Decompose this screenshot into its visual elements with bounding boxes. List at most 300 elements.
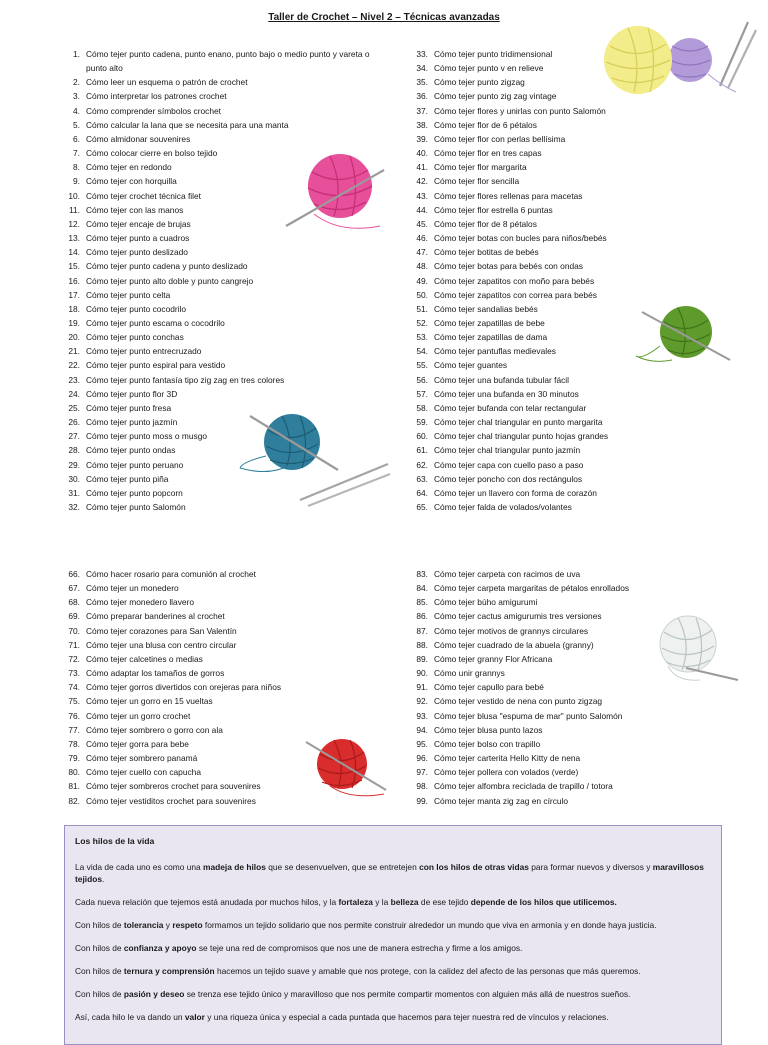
list-item bbox=[410, 344, 608, 358]
technique-list-83-99 bbox=[410, 567, 629, 808]
list-item-text: Cómo tejer punto fresa bbox=[86, 402, 172, 413]
list-item bbox=[410, 132, 608, 146]
text-run: que se desenvuelven, que se entretejen bbox=[265, 862, 420, 872]
list-item-number: 5. bbox=[73, 119, 80, 130]
list-item bbox=[410, 415, 608, 429]
list-item-text: Cómo tejer punto escama o cocodrilo bbox=[86, 317, 225, 328]
list-item-text: Cómo tejer punto tridimensional bbox=[434, 49, 553, 59]
list-item-number: 22. bbox=[68, 360, 80, 371]
list-item-number: 80. bbox=[68, 767, 80, 778]
list-item-number: 88. bbox=[416, 639, 428, 650]
list-item-number: 38. bbox=[416, 119, 428, 130]
list-item bbox=[62, 567, 281, 581]
bold-text-run: fortaleza bbox=[338, 897, 373, 907]
list-item-text: Cómo tejer carpeta con racimos de uva bbox=[434, 569, 581, 579]
list-item bbox=[410, 765, 629, 779]
list-item-number: 89. bbox=[416, 653, 428, 664]
list-item-text: Cómo tejer cactus amigurumis tres versiones bbox=[434, 611, 602, 622]
text-run: Con hilos de bbox=[75, 943, 124, 953]
life-threads-box bbox=[64, 825, 722, 1045]
list-item-number: 62. bbox=[416, 459, 428, 470]
list-item-number: 60. bbox=[416, 431, 428, 442]
list-item bbox=[62, 89, 376, 103]
list-item-text: Cómo tejer punto espiral para vestido bbox=[86, 360, 226, 371]
list-item-number: 77. bbox=[68, 724, 80, 735]
list-item-number: 76. bbox=[68, 710, 80, 721]
list-item bbox=[410, 373, 608, 387]
list-item bbox=[410, 638, 629, 652]
list-item-number: 55. bbox=[416, 360, 428, 371]
list-item-text: Cómo tejer punto piña bbox=[86, 473, 169, 484]
list-item-number: 31. bbox=[68, 487, 80, 498]
list-item bbox=[62, 47, 376, 75]
list-item-number: 63. bbox=[416, 473, 428, 484]
text-run: y la bbox=[372, 897, 391, 907]
list-item-text: Cómo tejer punto conchas bbox=[86, 332, 184, 343]
list-item bbox=[410, 203, 608, 217]
list-item-text: Cómo tejer punto cocodrilo bbox=[86, 303, 187, 314]
list-item-number: 65. bbox=[416, 502, 428, 512]
bold-text-run: respeto bbox=[172, 920, 203, 930]
list-item bbox=[410, 694, 629, 708]
list-item-text: Cómo tejer bolso con trapillo bbox=[434, 738, 541, 749]
yellow-yarn-ball bbox=[604, 26, 672, 94]
list-item-number: 92. bbox=[416, 696, 428, 707]
list-item-text: Cómo tejer carpeta margaritas de pétalos enrollados bbox=[434, 583, 630, 594]
list-item-text: Cómo tejer calcetines o medias bbox=[86, 653, 203, 664]
list-item-text: Cómo tejer encaje de brujas bbox=[86, 218, 191, 229]
list-item-text: Cómo unir grannys bbox=[434, 668, 505, 679]
list-item-number: 50. bbox=[416, 289, 428, 300]
list-item-number: 61. bbox=[416, 445, 428, 456]
bold-text-run: ternura y comprensión bbox=[123, 966, 215, 976]
list-item-text: Cómo tejer flor margarita bbox=[434, 162, 527, 173]
white-yarn-icon bbox=[646, 610, 742, 686]
list-item-text: Cómo tejer blusa "espuma de mar" punto Salomón bbox=[434, 710, 623, 721]
list-item-text: Cómo tejer flor sencilla bbox=[434, 176, 520, 187]
list-item bbox=[410, 472, 608, 486]
list-item-text: Cómo calcular la lana que se necesita para una manta bbox=[86, 119, 289, 130]
list-item-number: 54. bbox=[416, 346, 428, 357]
list-item-number: 40. bbox=[416, 148, 428, 159]
bold-text-run: madeja de hilos bbox=[203, 862, 266, 872]
list-item-text: Cómo tejer cuello con capucha bbox=[86, 767, 201, 778]
list-item-text: Cómo tejer flor de 6 pétalos bbox=[434, 119, 537, 130]
list-item-text: Cómo tejer una blusa con centro circular bbox=[86, 639, 237, 650]
text-run: para formar nuevos y diversos y bbox=[528, 862, 653, 872]
list-item-number: 97. bbox=[416, 767, 428, 778]
list-item-text: Cómo tejer punto Salomón bbox=[86, 502, 186, 512]
list-item-number: 14. bbox=[68, 247, 80, 258]
list-item-number: 42. bbox=[416, 176, 428, 187]
box-paragraph-5 bbox=[75, 965, 711, 977]
text-run: Con hilos de bbox=[75, 966, 124, 976]
list-item-text: Cómo tejer flores rellenas para macetas bbox=[434, 190, 583, 201]
list-item-text: Cómo tejer chal triangular punto jazmín bbox=[434, 445, 581, 456]
list-item-number: 67. bbox=[68, 583, 80, 594]
text-run: se trenza ese tejido único y maravilloso que nos permite compartir momentos con alguien más allá de nuestros sueños. bbox=[184, 989, 631, 999]
list-item-text: Cómo tejer punto zig zag vintage bbox=[434, 91, 557, 102]
list-item-text: Cómo tejer crochet técnica filet bbox=[86, 190, 201, 201]
list-item-text: Cómo tejer manta zig zag en círculo bbox=[434, 795, 569, 806]
list-item-number: 94. bbox=[416, 724, 428, 735]
list-item-number: 82. bbox=[68, 795, 80, 806]
list-item-number: 34. bbox=[416, 63, 428, 74]
list-item-text: Cómo tejer punto a cuadros bbox=[86, 233, 190, 244]
list-item-number: 41. bbox=[416, 162, 428, 173]
list-item-number: 49. bbox=[416, 275, 428, 286]
list-item-text: Cómo tejer sandalias bebés bbox=[434, 303, 538, 314]
list-item bbox=[62, 274, 376, 288]
green-yarn-icon bbox=[632, 302, 734, 366]
list-item bbox=[410, 174, 608, 188]
list-item-text: Cómo tejer en redondo bbox=[86, 162, 172, 173]
text-run: hacemos un tejido suave y amable que nos protege, con la calidez del afecto de las personas que más queremos. bbox=[214, 966, 641, 976]
list-item-text: Cómo tejer un gorro en 15 vueltas bbox=[86, 696, 213, 707]
list-item bbox=[62, 330, 376, 344]
list-item-text: Cómo tejer pollera con volados (verde) bbox=[434, 767, 579, 778]
list-item-text: Cómo leer un esquema o patrón de crochet bbox=[86, 77, 248, 88]
list-item-text: Cómo tejer falda de volados/volantes bbox=[434, 502, 572, 512]
list-item-number: 53. bbox=[416, 332, 428, 343]
list-item-number: 78. bbox=[68, 738, 80, 749]
list-item-number: 98. bbox=[416, 781, 428, 792]
list-item-number: 3. bbox=[73, 91, 80, 102]
list-item-number: 46. bbox=[416, 233, 428, 244]
list-item-text: Cómo tejer vestido de nena con punto zigzag bbox=[434, 696, 603, 707]
list-item-text: Cómo tejer zapatillas de bebe bbox=[434, 317, 545, 328]
list-item bbox=[62, 624, 281, 638]
list-item bbox=[410, 104, 608, 118]
list-item-text: Cómo tejer punto zigzag bbox=[434, 77, 525, 88]
list-item bbox=[62, 302, 376, 316]
list-item bbox=[410, 609, 629, 623]
list-item bbox=[410, 751, 629, 765]
box-paragraph-2 bbox=[75, 896, 711, 908]
bold-text-run: maravillosos tejidos bbox=[75, 862, 704, 884]
list-item-number: 83. bbox=[416, 569, 428, 579]
list-item-text: Cómo tejer botas con bucles para niños/bebés bbox=[434, 233, 607, 244]
list-item-text: Cómo tejer poncho con dos rectángulos bbox=[434, 473, 583, 484]
list-item-number: 44. bbox=[416, 204, 428, 215]
list-item-text: Cómo tejer un monedero bbox=[86, 583, 179, 594]
list-item-text: Cómo tejer zapatitos con correa para bebés bbox=[434, 289, 597, 300]
list-item-number: 28. bbox=[68, 445, 80, 456]
list-item-number: 57. bbox=[416, 388, 428, 399]
list-item-text: Cómo tejer monedero llavero bbox=[86, 597, 194, 608]
list-item-number: 58. bbox=[416, 402, 428, 413]
list-item bbox=[410, 316, 608, 330]
list-item-text: Cómo tejer vestiditos crochet para souvenires bbox=[86, 795, 256, 806]
list-item-text: Cómo preparar banderines al crochet bbox=[86, 611, 225, 622]
list-item-text: Cómo tejer flor de 8 pétalos bbox=[434, 218, 537, 229]
list-item-text: Cómo tejer capa con cuello paso a paso bbox=[434, 459, 584, 470]
list-item-number: 33. bbox=[416, 49, 428, 59]
list-item bbox=[410, 486, 608, 500]
list-item-text: Cómo tejer alfombra reciclada de trapillo / totora bbox=[434, 781, 613, 792]
list-item bbox=[62, 694, 281, 708]
list-item-number: 90. bbox=[416, 668, 428, 679]
list-item bbox=[410, 358, 608, 372]
list-item bbox=[410, 500, 608, 514]
list-item bbox=[410, 779, 629, 793]
list-item-number: 36. bbox=[416, 91, 428, 102]
list-item bbox=[410, 75, 608, 89]
box-paragraph-7 bbox=[75, 1011, 711, 1023]
list-item-number: 13. bbox=[68, 233, 80, 244]
list-item-number: 68. bbox=[68, 597, 80, 608]
list-item bbox=[410, 259, 608, 273]
list-item bbox=[62, 373, 376, 387]
list-item-text: Cómo tejer búho amigurumi bbox=[434, 597, 538, 608]
list-item-text: Cómo tejer punto entrecruzado bbox=[86, 346, 202, 357]
list-item bbox=[410, 47, 608, 61]
list-item bbox=[62, 132, 376, 146]
list-item-text: Cómo tejer zapatitos con moño para bebés bbox=[434, 275, 595, 286]
list-item-text: Cómo colocar cierre en bolso tejido bbox=[86, 148, 218, 159]
list-item-text: Cómo interpretar los patrones crochet bbox=[86, 91, 227, 102]
list-item-number: 99. bbox=[416, 795, 428, 806]
list-item-text: Cómo tejer punto v en relieve bbox=[434, 63, 544, 74]
green-yarn-ball bbox=[660, 306, 712, 358]
list-item-text: Cómo tejer punto cadena, punto enano, punto bajo o medio punto y vareta o punto alto bbox=[86, 49, 370, 74]
list-item-number: 66. bbox=[68, 569, 80, 579]
list-item bbox=[410, 231, 608, 245]
list-item-number: 85. bbox=[416, 597, 428, 608]
list-item bbox=[62, 344, 376, 358]
list-item-number: 1. bbox=[73, 49, 80, 59]
list-item-number: 4. bbox=[73, 105, 80, 116]
list-item-text: Cómo tejer con horquilla bbox=[86, 176, 177, 187]
list-item bbox=[62, 595, 281, 609]
list-item-number: 84. bbox=[416, 583, 428, 594]
list-item bbox=[410, 567, 629, 581]
bold-text-run: confianza y apoyo bbox=[123, 943, 197, 953]
list-item-number: 15. bbox=[68, 261, 80, 272]
list-item-text: Cómo tejer con las manos bbox=[86, 204, 184, 215]
list-item-number: 12. bbox=[68, 218, 80, 229]
list-item-text: Cómo tejer flores y unirlas con punto Salomón bbox=[434, 105, 606, 116]
list-item-number: 81. bbox=[68, 781, 80, 792]
list-item-number: 21. bbox=[68, 346, 80, 357]
list-item bbox=[62, 794, 281, 808]
bold-text-run: con los hilos de otras vidas bbox=[419, 862, 529, 872]
list-item-number: 64. bbox=[416, 487, 428, 498]
list-item-number: 30. bbox=[68, 473, 80, 484]
box-heading: Los hilos de la vida bbox=[75, 836, 155, 846]
list-item bbox=[62, 104, 376, 118]
list-item-text: Cómo tejer punto jazmín bbox=[86, 417, 178, 428]
list-item bbox=[410, 189, 608, 203]
list-item bbox=[62, 666, 281, 680]
list-item bbox=[62, 581, 281, 595]
list-item bbox=[410, 160, 608, 174]
text-run: de ese tejido bbox=[418, 897, 471, 907]
list-item bbox=[410, 429, 608, 443]
list-item bbox=[410, 794, 629, 808]
text-run: Con hilos de bbox=[75, 920, 124, 930]
text-run: Cada nueva relación que tejemos está anudada por muchos hilos, y la bbox=[75, 897, 339, 907]
list-item-text: Cómo tejer punto moss o musgo bbox=[86, 431, 208, 442]
list-item-text: Cómo almidonar souvenires bbox=[86, 133, 191, 144]
list-item-number: 73. bbox=[68, 668, 80, 679]
list-item-text: Cómo tejer pantuflas medievales bbox=[434, 346, 556, 357]
list-item-text: Cómo adaptar los tamaños de gorros bbox=[86, 668, 225, 679]
bold-text-run: depende de los hilos que utilicemos. bbox=[470, 897, 617, 907]
list-item-text: Cómo tejer chal triangular en punto margarita bbox=[434, 417, 603, 428]
list-item bbox=[62, 737, 281, 751]
list-item bbox=[62, 75, 376, 89]
list-item bbox=[62, 316, 376, 330]
text-run: . bbox=[102, 874, 105, 884]
list-item bbox=[62, 723, 281, 737]
list-item-text: Cómo tejer guantes bbox=[434, 360, 508, 371]
list-item-number: 51. bbox=[416, 303, 428, 314]
list-item bbox=[410, 274, 608, 288]
list-item-number: 6. bbox=[73, 133, 80, 144]
list-item-text: Cómo tejer blusa punto lazos bbox=[434, 724, 543, 735]
list-item-number: 43. bbox=[416, 190, 428, 201]
list-item-text: Cómo tejer sombrero panamá bbox=[86, 753, 198, 764]
list-item-number: 29. bbox=[68, 459, 80, 470]
list-item-text: Cómo tejer una bufanda en 30 minutos bbox=[434, 388, 579, 399]
red-yarn-icon bbox=[300, 734, 390, 802]
list-item-text: Cómo tejer chal triangular punto hojas grandes bbox=[434, 431, 609, 442]
list-item-number: 10. bbox=[68, 190, 80, 201]
list-item-text: Cómo tejer flor en tres capas bbox=[434, 148, 542, 159]
list-item bbox=[62, 259, 376, 273]
list-item-number: 56. bbox=[416, 374, 428, 385]
list-item-text: Cómo tejer punto celta bbox=[86, 289, 171, 300]
list-item-number: 18. bbox=[68, 303, 80, 314]
list-item bbox=[410, 118, 608, 132]
list-item-text: Cómo tejer flor estrella 6 puntas bbox=[434, 204, 553, 215]
list-item-text: Cómo tejer punto ondas bbox=[86, 445, 176, 456]
list-item bbox=[62, 765, 281, 779]
list-item bbox=[410, 146, 608, 160]
list-item-text: Cómo tejer bufanda con telar rectangular bbox=[434, 402, 587, 413]
list-item bbox=[410, 89, 608, 103]
text-run: Con hilos de bbox=[75, 989, 124, 999]
list-item bbox=[62, 751, 281, 765]
list-item-number: 20. bbox=[68, 332, 80, 343]
list-item bbox=[410, 302, 608, 316]
text-run: y una riqueza única y especial a cada puntada que hacemos para tejer nuestra red de vínculos y relaciones. bbox=[204, 1012, 609, 1022]
list-item-number: 37. bbox=[416, 105, 428, 116]
list-item-text: Cómo tejer punto cadena y punto deslizado bbox=[86, 261, 248, 272]
list-item-number: 19. bbox=[68, 317, 80, 328]
list-item bbox=[410, 666, 629, 680]
list-item-text: Cómo tejer carterita Hello Kitty de nena bbox=[434, 753, 581, 764]
list-item bbox=[62, 358, 376, 372]
list-item-number: 48. bbox=[416, 261, 428, 272]
list-item-number: 71. bbox=[68, 639, 80, 650]
list-item bbox=[410, 288, 608, 302]
list-item-number: 23. bbox=[68, 374, 80, 385]
list-item bbox=[410, 330, 608, 344]
list-item bbox=[410, 581, 629, 595]
list-item-text: Cómo hacer rosario para comunión al crochet bbox=[86, 569, 256, 579]
list-item-number: 52. bbox=[416, 317, 428, 328]
list-item-number: 70. bbox=[68, 625, 80, 636]
list-item-number: 17. bbox=[68, 289, 80, 300]
list-item bbox=[410, 737, 629, 751]
list-item bbox=[62, 709, 281, 723]
list-item-number: 91. bbox=[416, 682, 428, 693]
list-item bbox=[410, 624, 629, 638]
pink-yarn-icon bbox=[280, 150, 388, 234]
list-item-number: 59. bbox=[416, 417, 428, 428]
bold-text-run: belleza bbox=[390, 897, 419, 907]
list-item-text: Cómo tejer corazones para San Valentín bbox=[86, 625, 237, 636]
box-paragraph-4 bbox=[75, 942, 711, 954]
list-item bbox=[410, 652, 629, 666]
list-item-number: 11. bbox=[68, 204, 80, 215]
purple-yarn-ball bbox=[668, 38, 712, 82]
list-item-number: 24. bbox=[68, 388, 80, 399]
list-item-number: 7. bbox=[73, 148, 80, 159]
list-item-text: Cómo tejer cuadrado de la abuela (granny) bbox=[434, 639, 594, 650]
list-item-text: Cómo tejer punto fantasía tipo zig zag en tres colores bbox=[86, 374, 285, 385]
box-paragraph-6 bbox=[75, 988, 711, 1000]
text-run: formamos un tejido solidario que nos permite construir alrededor un mundo que viva en armonía y en donde haya justicia. bbox=[202, 920, 657, 930]
list-item-text: Cómo tejer sombrero o gorro con ala bbox=[86, 724, 223, 735]
list-item bbox=[62, 245, 376, 259]
text-run: y bbox=[163, 920, 173, 930]
list-item-number: 86. bbox=[416, 611, 428, 622]
list-item bbox=[410, 723, 629, 737]
list-item-text: Cómo tejer zapatillas de dama bbox=[434, 332, 548, 343]
list-item-number: 35. bbox=[416, 77, 428, 88]
list-item-number: 79. bbox=[68, 753, 80, 764]
list-item bbox=[410, 680, 629, 694]
list-item-number: 39. bbox=[416, 133, 428, 144]
list-item-number: 32. bbox=[68, 502, 80, 512]
list-item-text: Cómo tejer punto popcorn bbox=[86, 487, 183, 498]
list-item-text: Cómo comprender símbolos crochet bbox=[86, 105, 221, 116]
list-item bbox=[62, 680, 281, 694]
list-item-text: Cómo tejer punto deslizado bbox=[86, 247, 188, 258]
list-item bbox=[410, 458, 608, 472]
list-item-text: Cómo tejer un gorro crochet bbox=[86, 710, 191, 721]
list-item bbox=[62, 288, 376, 302]
yellow-purple-yarn-icon bbox=[598, 16, 758, 100]
text-run: La vida de cada uno es como una bbox=[75, 862, 204, 872]
list-item bbox=[410, 217, 608, 231]
list-item-number: 16. bbox=[68, 275, 80, 286]
list-item bbox=[410, 61, 608, 75]
list-item bbox=[62, 638, 281, 652]
list-item-number: 27. bbox=[68, 431, 80, 442]
list-item-number: 25. bbox=[68, 402, 80, 413]
list-item-text: Cómo tejer gorros divertidos con orejeras para niños bbox=[86, 682, 282, 693]
list-item bbox=[410, 709, 629, 723]
list-item-text: Cómo tejer botitas de bebés bbox=[434, 247, 539, 258]
list-item-text: Cómo tejer un llavero con forma de corazón bbox=[434, 487, 597, 498]
list-item bbox=[62, 387, 376, 401]
list-item-number: 74. bbox=[68, 682, 80, 693]
list-item-number: 45. bbox=[416, 218, 428, 229]
box-paragraph-3 bbox=[75, 919, 711, 931]
technique-list-33-65 bbox=[410, 47, 608, 514]
list-item-number: 47. bbox=[416, 247, 428, 258]
teal-yarn-icon bbox=[238, 406, 392, 516]
list-item bbox=[62, 118, 376, 132]
bold-text-run: pasión y deseo bbox=[123, 989, 185, 999]
bold-text-run: valor bbox=[184, 1012, 205, 1022]
list-item bbox=[410, 443, 608, 457]
list-item-text: Cómo tejer flor con perlas bellísima bbox=[434, 133, 566, 144]
